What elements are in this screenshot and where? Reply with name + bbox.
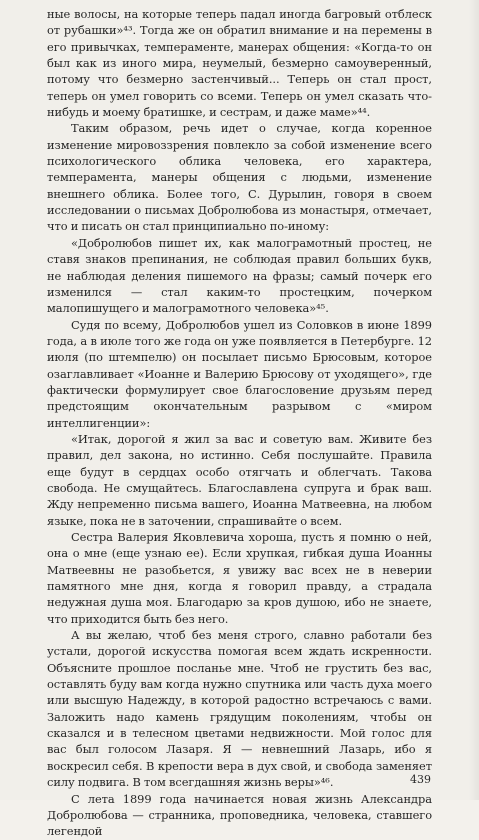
quote-letter-part-2: Сестра Валерия Яковлевича хороша, пусть я помню о ней, она о мне (еще узнаю ее). Если хрупкая, гибкая душа Иоанны Матвеевны не разобьется, я увижу вас всех не в неверии памятного мне дня, когда я говорил правду, а страдала недужная душа моя. Благодарю за кров душою, ибо не знаете, что приходится быть без него.: [47, 530, 432, 626]
quote-durylin: «Добролюбов пишет их, как малограмотный простец, не ставя знаков препинания, не соблюдая правил больших букв, не наблюдая деления пишемого на фразы; самый почерк его изменился — стал каким-то простецким, почерком малопишущего и малограмотного человека»⁴⁵.: [47, 235, 432, 316]
body-text: [47, 6, 432, 840]
paragraph-2: Таким образом, речь идет о случае, когда коренное изменение мировоззрения повлекло за собой изменение всего психологического облика человека, его характера, темперамента, манеры общения с людьми, изменение внешнего облика. Более того, С. Дурылин, говоря в своем исследовании о письмах Добролюбова из монастыря, отмечает, что и писать он стал принципиально по-иному:: [47, 121, 432, 234]
quote-letter-part-1: «Итак, дорогой я жил за вас и советую вам. Живите без правил, дел закона, но истинно. Себя послушайте. Правила еще будут в сердцах особо отягчать и облегчать. Такова свобода. Не смущайтесь. Благославлена супруга и брак ваш. Жду непременно письма вашего, Иоанна Матвеевна, на любом языке, пока не в заточении, спрашивайте о всем.: [47, 431, 432, 528]
paragraph-1: ные волосы, на которые теперь падал иногда багровый отблеск от рубашки»⁴³. Тогда же он обратил внимание и на перемены в его привычках, темпераменте, манерах общения: «Когда-то он был как из иного мира, неумелый, безмерно самоуверенный, потому что безмерно застенчивый... Теперь он стал прост, теперь он умел говорить со всеми. Теперь он умел сказать что-нибудь и моему братишке, и сестрам, и даже маме»⁴⁴.: [47, 7, 432, 120]
quote-letter-part-3: А вы желаю, чтоб без меня строго, славно работали без устали, дорогой искусства помогая всем ждать искренности. Объясните прошлое посланье мне. Чтоб не грустить без вас, оставлять буду вам когда нужно спутника или часть духа моего или высшую Надежду, в которой радостно встречаюсь с вами. Заложить надо камень грядущим поколениям, чтобы он сказался и в телесном цветами недвижности. Мой голос для вас был голосом Лазаря. Я — невнешний Лазарь, ибо я воскресил себя. В крепости вера в дух свой, и свобода заменяет силу подвига. В том всегдашняя жизнь веры»⁴⁶.: [47, 628, 432, 790]
paragraph-4: С лета 1899 года начинается новая жизнь Александра Добролюбова — странника, проповедника, человека, ставшего легендой: [47, 791, 432, 839]
page-edge-shadow: [469, 0, 479, 800]
page-number: 439: [410, 773, 431, 786]
paragraph-3: Судя по всему, Добролюбов ушел из Соловков в июне 1899 года, а в июле того же года он уже появляется в Петербурге. 12 июля (по штемпелю) он посылает письмо Брюсовым, которое озаглавливает «Иоанне и Валерию Брюсову от уходящего», где фактически формулирует свое благословение друзьям перед предстоящим окончательным разрывом с «миром интеллигенции»:: [47, 317, 432, 430]
